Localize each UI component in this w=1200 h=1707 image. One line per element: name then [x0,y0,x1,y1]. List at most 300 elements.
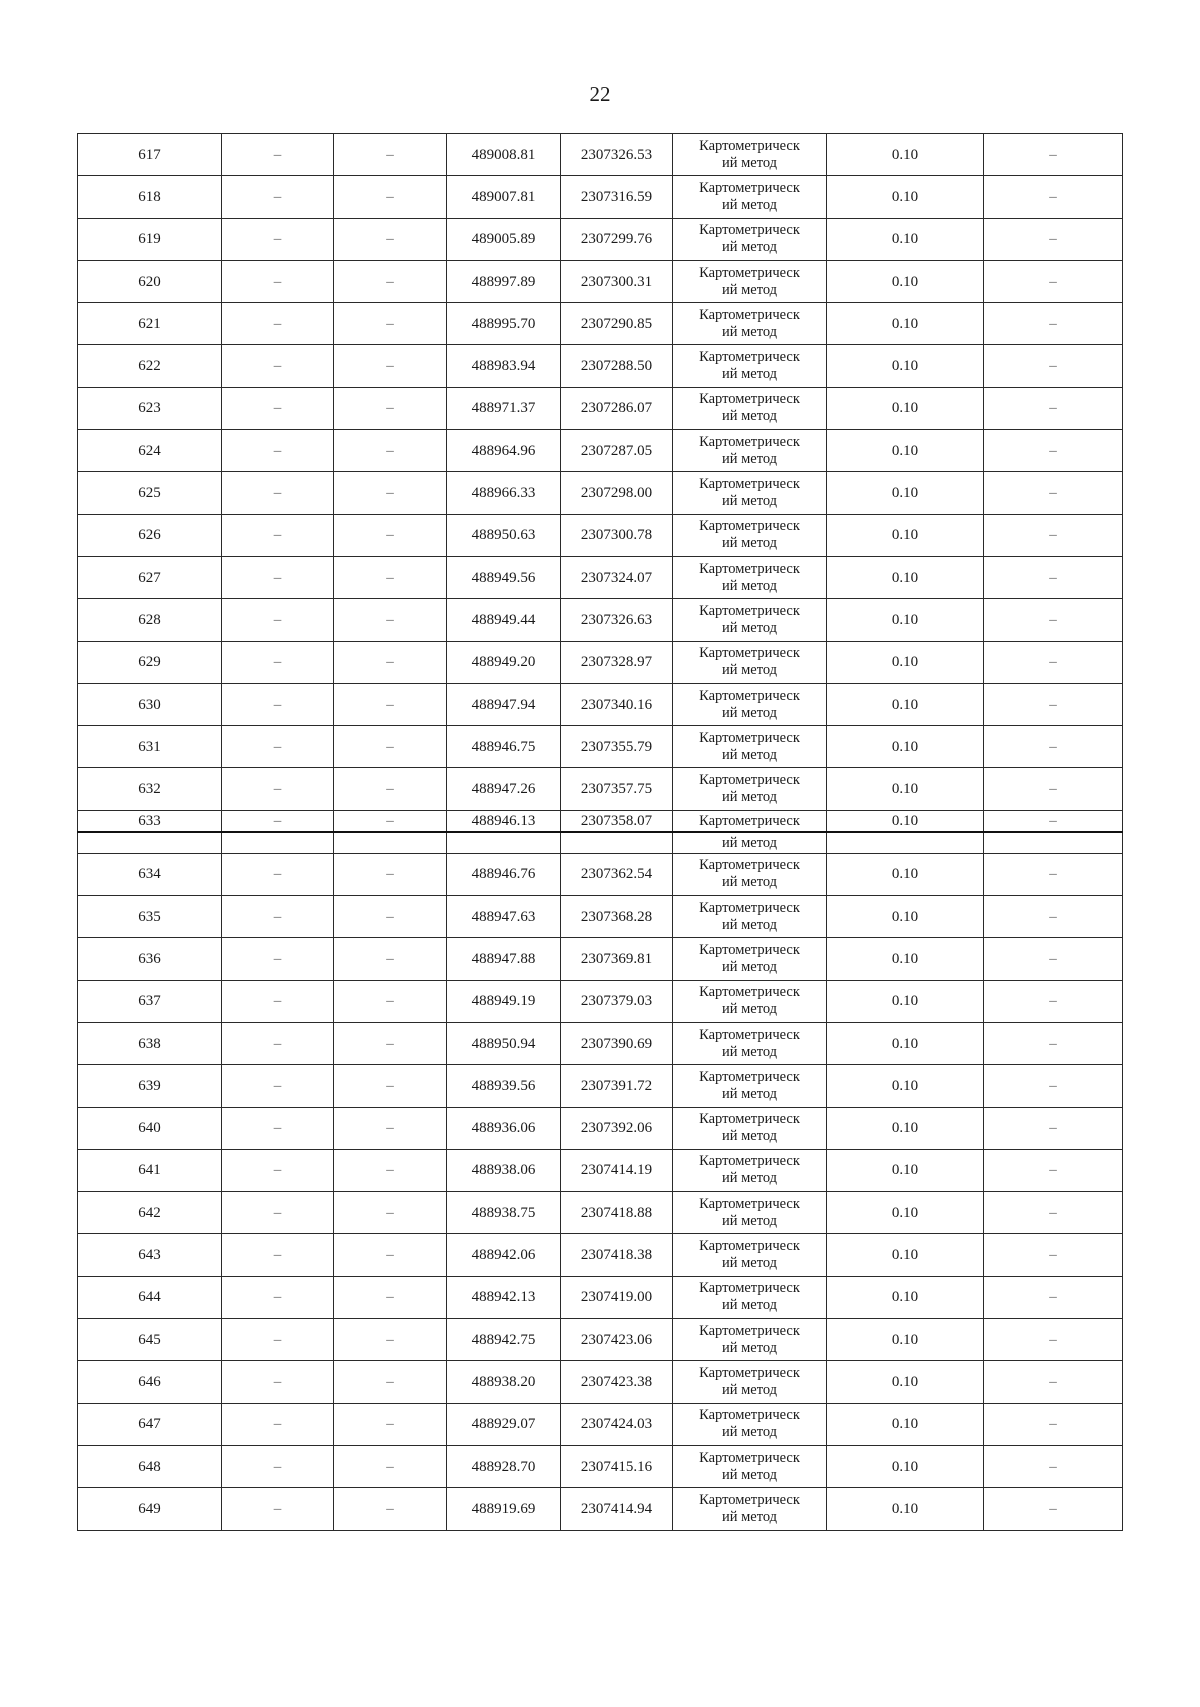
method-line-2: ий метод [721,746,778,763]
coord-y-cell: 2307392.06 [561,1107,673,1149]
accuracy-cell: 0.10 [827,1319,984,1361]
method-line-1: Картометрическ [699,179,800,196]
coord-y-cell: 2307362.54 [561,853,673,895]
accuracy-cell: 0.10 [827,1488,984,1530]
method-cell [673,1107,827,1149]
prev-x-cell: – [222,387,334,429]
table-row-continuation [78,832,1123,854]
accuracy-cell: 0.10 [827,810,984,832]
coord-y-cell: 2307328.97 [561,641,673,683]
prev-x-cell: – [222,1065,334,1107]
method-line-1: Картометрическ [699,1238,800,1255]
table-row [78,1192,1123,1234]
point-number-cell: 635 [78,896,222,938]
method-cell [673,1319,827,1361]
point-number-cell: 623 [78,387,222,429]
continuation-cell [78,832,222,854]
method-cell [673,683,827,725]
table-row [78,768,1123,810]
coord-y-cell: 2307287.05 [561,430,673,472]
prev-x-cell: – [222,1276,334,1318]
prev-x-cell: – [222,810,334,832]
prev-y-cell: – [334,387,447,429]
method-cell [673,1234,827,1276]
prev-x-cell: – [222,1403,334,1445]
prev-y-cell: – [334,134,447,176]
coord-y-cell: 2307423.38 [561,1361,673,1403]
prev-x-cell: – [222,218,334,260]
coord-x-cell: 489007.81 [447,176,561,218]
accuracy-cell: 0.10 [827,260,984,302]
prev-x-cell: – [222,1361,334,1403]
prev-y-cell: – [334,641,447,683]
prev-y-cell: – [334,556,447,598]
method-line-1: Картометрическ [699,1195,800,1212]
coord-y-cell: 2307340.16 [561,683,673,725]
point-number-cell: 627 [78,556,222,598]
coord-x-cell: 488939.56 [447,1065,561,1107]
method-cell [673,938,827,980]
method-cell [673,853,827,895]
table-row [78,472,1123,514]
description-cell: – [984,683,1123,725]
table-row [78,1488,1123,1530]
method-line-1: Картометрическ [699,645,800,662]
prev-x-cell: – [222,176,334,218]
prev-y-cell: – [334,218,447,260]
coord-y-cell: 2307326.53 [561,134,673,176]
method-cell [673,1488,827,1530]
accuracy-cell: 0.10 [827,134,984,176]
method-cell [673,1065,827,1107]
accuracy-cell: 0.10 [827,514,984,556]
description-cell: – [984,768,1123,810]
coordinates-table [77,133,1123,1531]
prev-x-cell: – [222,1192,334,1234]
table-row [78,1107,1123,1149]
method-line-2: ий метод [721,366,778,383]
prev-x-cell: – [222,1319,334,1361]
coord-x-cell: 488950.63 [447,514,561,556]
coord-x-cell: 489008.81 [447,134,561,176]
coord-x-cell: 488995.70 [447,303,561,345]
table-row [78,1149,1123,1191]
prev-y-cell: – [334,1234,447,1276]
accuracy-cell: 0.10 [827,1361,984,1403]
prev-x-cell: – [222,641,334,683]
method-line-1: Картометрическ [699,391,800,408]
point-number-cell: 648 [78,1445,222,1487]
method-line-2: ий метод [721,154,778,171]
method-line-2: ий метод [721,789,778,806]
prev-x-cell: – [222,472,334,514]
accuracy-cell: 0.10 [827,599,984,641]
method-line-1: Картометрическ [699,857,800,874]
coord-x-cell: 488942.13 [447,1276,561,1318]
prev-x-cell: – [222,768,334,810]
method-line-1: Картометрическ [699,349,800,366]
method-line-2: ий метод [721,1424,778,1441]
method-line-2: ий метод [721,196,778,213]
method-line-1: Картометрическ [699,1111,800,1128]
point-number-cell: 632 [78,768,222,810]
description-cell: – [984,1107,1123,1149]
method-cell [673,1403,827,1445]
table-row [78,599,1123,641]
method-cell [673,218,827,260]
description-cell: – [984,430,1123,472]
method-line-1: Картометрическ [699,306,800,323]
method-line-2: ий метод [721,1128,778,1145]
coord-y-cell: 2307423.06 [561,1319,673,1361]
prev-y-cell: – [334,599,447,641]
method-cell [673,472,827,514]
point-number-cell: 620 [78,260,222,302]
prev-x-cell: – [222,556,334,598]
accuracy-cell: 0.10 [827,938,984,980]
table-row [78,303,1123,345]
method-cell [673,260,827,302]
method-line-2: ий метод [721,619,778,636]
prev-y-cell: – [334,1149,447,1191]
table-row [78,896,1123,938]
accuracy-cell: 0.10 [827,768,984,810]
accuracy-cell: 0.10 [827,1022,984,1064]
table-row [78,260,1123,302]
coord-y-cell: 2307298.00 [561,472,673,514]
accuracy-cell: 0.10 [827,176,984,218]
table-row [78,810,1123,832]
table-row [78,980,1123,1022]
table-row [78,938,1123,980]
point-number-cell: 618 [78,176,222,218]
method-line-2: ий метод [721,281,778,298]
point-number-cell: 628 [78,599,222,641]
method-line-1: Картометрическ [699,687,800,704]
table-row [78,176,1123,218]
method-line-2: ий метод [721,958,778,975]
method-cell [673,1192,827,1234]
description-cell: – [984,176,1123,218]
method-line-1: Картометрическ [699,264,800,281]
method-line-1: Картометрическ [699,729,800,746]
continuation-cell [673,832,827,854]
accuracy-cell: 0.10 [827,980,984,1022]
point-number-cell: 619 [78,218,222,260]
prev-y-cell: – [334,1361,447,1403]
method-cell [673,134,827,176]
description-cell: – [984,1192,1123,1234]
description-cell: – [984,641,1123,683]
coord-x-cell: 488938.06 [447,1149,561,1191]
method-cell [673,896,827,938]
method-cell [673,1445,827,1487]
coord-x-cell: 489005.89 [447,218,561,260]
point-number-cell: 624 [78,430,222,472]
method-line-2: ий метод [721,1466,778,1483]
method-line-2: ий метод [721,1297,778,1314]
description-cell: – [984,853,1123,895]
coord-x-cell: 488928.70 [447,1445,561,1487]
point-number-cell: 645 [78,1319,222,1361]
method-cell [673,387,827,429]
coord-x-cell: 488946.76 [447,853,561,895]
continuation-cell [561,832,673,854]
description-cell: – [984,1361,1123,1403]
point-number-cell: 636 [78,938,222,980]
prev-y-cell: – [334,1107,447,1149]
point-number-cell: 643 [78,1234,222,1276]
prev-y-cell: – [334,1065,447,1107]
point-number-cell: 626 [78,514,222,556]
prev-x-cell: – [222,853,334,895]
point-number-cell: 621 [78,303,222,345]
coord-x-cell: 488946.13 [447,810,561,832]
prev-x-cell: – [222,1445,334,1487]
method-line-2: ий метод [721,662,778,679]
point-number-cell: 647 [78,1403,222,1445]
accuracy-cell: 0.10 [827,853,984,895]
table-row [78,1403,1123,1445]
prev-y-cell: – [334,345,447,387]
point-number-cell: 629 [78,641,222,683]
accuracy-cell: 0.10 [827,726,984,768]
point-number-cell: 640 [78,1107,222,1149]
description-cell: – [984,810,1123,832]
method-cell [673,345,827,387]
method-cell [673,514,827,556]
prev-x-cell: – [222,430,334,472]
method-line-1: Картометрическ [699,476,800,493]
method-line-2: ий метод [721,1508,778,1525]
method-line-2: ий метод [721,323,778,340]
prev-x-cell: – [222,303,334,345]
point-number-cell: 649 [78,1488,222,1530]
description-cell: – [984,1445,1123,1487]
table-row [78,430,1123,472]
coord-y-cell: 2307415.16 [561,1445,673,1487]
method-line-1: Картометрическ [699,812,800,829]
method-line-1: Картометрическ [699,772,800,789]
method-cell [673,641,827,683]
method-cell [673,1149,827,1191]
prev-y-cell: – [334,938,447,980]
coord-x-cell: 488949.19 [447,980,561,1022]
coord-y-cell: 2307390.69 [561,1022,673,1064]
method-line-1: Картометрическ [699,1026,800,1043]
accuracy-cell: 0.10 [827,345,984,387]
prev-y-cell: – [334,810,447,832]
coord-y-cell: 2307368.28 [561,896,673,938]
coord-x-cell: 488936.06 [447,1107,561,1149]
table-row [78,1065,1123,1107]
method-line-2: ий метод [721,1339,778,1356]
method-line-2: ий метод [721,1001,778,1018]
method-line-1: Картометрическ [699,1068,800,1085]
accuracy-cell: 0.10 [827,556,984,598]
coord-x-cell: 488947.26 [447,768,561,810]
point-number-cell: 630 [78,683,222,725]
prev-y-cell: – [334,176,447,218]
prev-y-cell: – [334,1488,447,1530]
method-line-1: Картометрическ [699,1407,800,1424]
method-line-1: Картометрическ [699,899,800,916]
description-cell: – [984,387,1123,429]
continuation-cell [334,832,447,854]
prev-y-cell: – [334,980,447,1022]
description-cell: – [984,980,1123,1022]
method-line-2: ий метод [721,704,778,721]
table-row [78,514,1123,556]
description-cell: – [984,726,1123,768]
coord-y-cell: 2307326.63 [561,599,673,641]
coord-x-cell: 488919.69 [447,1488,561,1530]
point-number-cell: 639 [78,1065,222,1107]
method-line-2: ий метод [721,1381,778,1398]
description-cell: – [984,1022,1123,1064]
prev-y-cell: – [334,1445,447,1487]
accuracy-cell: 0.10 [827,472,984,514]
coord-x-cell: 488929.07 [447,1403,561,1445]
prev-y-cell: – [334,1022,447,1064]
coord-y-cell: 2307419.00 [561,1276,673,1318]
prev-y-cell: – [334,430,447,472]
prev-x-cell: – [222,260,334,302]
method-line-1: Картометрическ [699,602,800,619]
accuracy-cell: 0.10 [827,1276,984,1318]
prev-x-cell: – [222,938,334,980]
prev-y-cell: – [334,1403,447,1445]
description-cell: – [984,514,1123,556]
prev-x-cell: – [222,1022,334,1064]
description-cell: – [984,1149,1123,1191]
accuracy-cell: 0.10 [827,303,984,345]
point-number-cell: 644 [78,1276,222,1318]
coord-y-cell: 2307288.50 [561,345,673,387]
table-row [78,1445,1123,1487]
point-number-cell: 637 [78,980,222,1022]
coord-x-cell: 488950.94 [447,1022,561,1064]
method-line-2: ий метод [721,1170,778,1187]
method-line-2: ий метод [721,1212,778,1229]
description-cell: – [984,599,1123,641]
prev-x-cell: – [222,726,334,768]
description-cell: – [984,472,1123,514]
coord-x-cell: 488949.44 [447,599,561,641]
coord-x-cell: 488949.20 [447,641,561,683]
method-line-2: ий метод [721,450,778,467]
coord-x-cell: 488938.75 [447,1192,561,1234]
coord-x-cell: 488964.96 [447,430,561,472]
method-line-1: Картометрическ [699,222,800,239]
coord-x-cell: 488947.88 [447,938,561,980]
description-cell: – [984,1488,1123,1530]
prev-y-cell: – [334,1319,447,1361]
accuracy-cell: 0.10 [827,1445,984,1487]
method-cell [673,810,827,832]
method-line-1: Картометрическ [699,518,800,535]
method-line-2: ий метод [721,916,778,933]
point-number-cell: 641 [78,1149,222,1191]
accuracy-cell: 0.10 [827,1065,984,1107]
accuracy-cell: 0.10 [827,218,984,260]
table-row [78,683,1123,725]
page-number: 22 [589,82,611,106]
method-line-2: ий метод [721,239,778,256]
coord-y-cell: 2307391.72 [561,1065,673,1107]
method-line-2: ий метод [721,1043,778,1060]
coord-y-cell: 2307424.03 [561,1403,673,1445]
prev-x-cell: – [222,1107,334,1149]
method-line-1: Картометрическ [699,1364,800,1381]
coord-y-cell: 2307418.38 [561,1234,673,1276]
continuation-cell [827,832,984,854]
prev-x-cell: – [222,1149,334,1191]
table-row [78,387,1123,429]
prev-y-cell: – [334,1192,447,1234]
prev-x-cell: – [222,599,334,641]
method-cell [673,726,827,768]
accuracy-cell: 0.10 [827,1234,984,1276]
method-cell [673,1361,827,1403]
description-cell: – [984,218,1123,260]
table-row [78,1319,1123,1361]
table-row [78,1361,1123,1403]
method-line-2: ий метод [721,1255,778,1272]
prev-y-cell: – [334,472,447,514]
point-number-cell: 617 [78,134,222,176]
method-line-2: ий метод [721,874,778,891]
table-row [78,1022,1123,1064]
table-row [78,134,1123,176]
description-cell: – [984,303,1123,345]
prev-x-cell: – [222,980,334,1022]
coord-x-cell: 488983.94 [447,345,561,387]
continuation-cell [984,832,1123,854]
description-cell: – [984,345,1123,387]
prev-y-cell: – [334,260,447,302]
coord-y-cell: 2307358.07 [561,810,673,832]
accuracy-cell: 0.10 [827,387,984,429]
point-number-cell: 633 [78,810,222,832]
prev-x-cell: – [222,1234,334,1276]
accuracy-cell: 0.10 [827,683,984,725]
continuation-cell [447,832,561,854]
prev-x-cell: – [222,134,334,176]
method-line-2: ий метод [721,577,778,594]
coord-y-cell: 2307286.07 [561,387,673,429]
table-row [78,556,1123,598]
method-line-1: Картометрическ [699,1449,800,1466]
coord-y-cell: 2307299.76 [561,218,673,260]
coord-x-cell: 488942.06 [447,1234,561,1276]
point-number-cell: 638 [78,1022,222,1064]
method-line-1: Картометрическ [699,1322,800,1339]
prev-x-cell: – [222,683,334,725]
method-line-1: Картометрическ [699,560,800,577]
method-cell [673,430,827,472]
accuracy-cell: 0.10 [827,1149,984,1191]
coord-x-cell: 488997.89 [447,260,561,302]
prev-y-cell: – [334,1276,447,1318]
prev-y-cell: – [334,768,447,810]
description-cell: – [984,1319,1123,1361]
method-line-1: Картометрическ [699,137,800,154]
coord-y-cell: 2307418.88 [561,1192,673,1234]
method-cell [673,303,827,345]
table-row [78,853,1123,895]
description-cell: – [984,938,1123,980]
